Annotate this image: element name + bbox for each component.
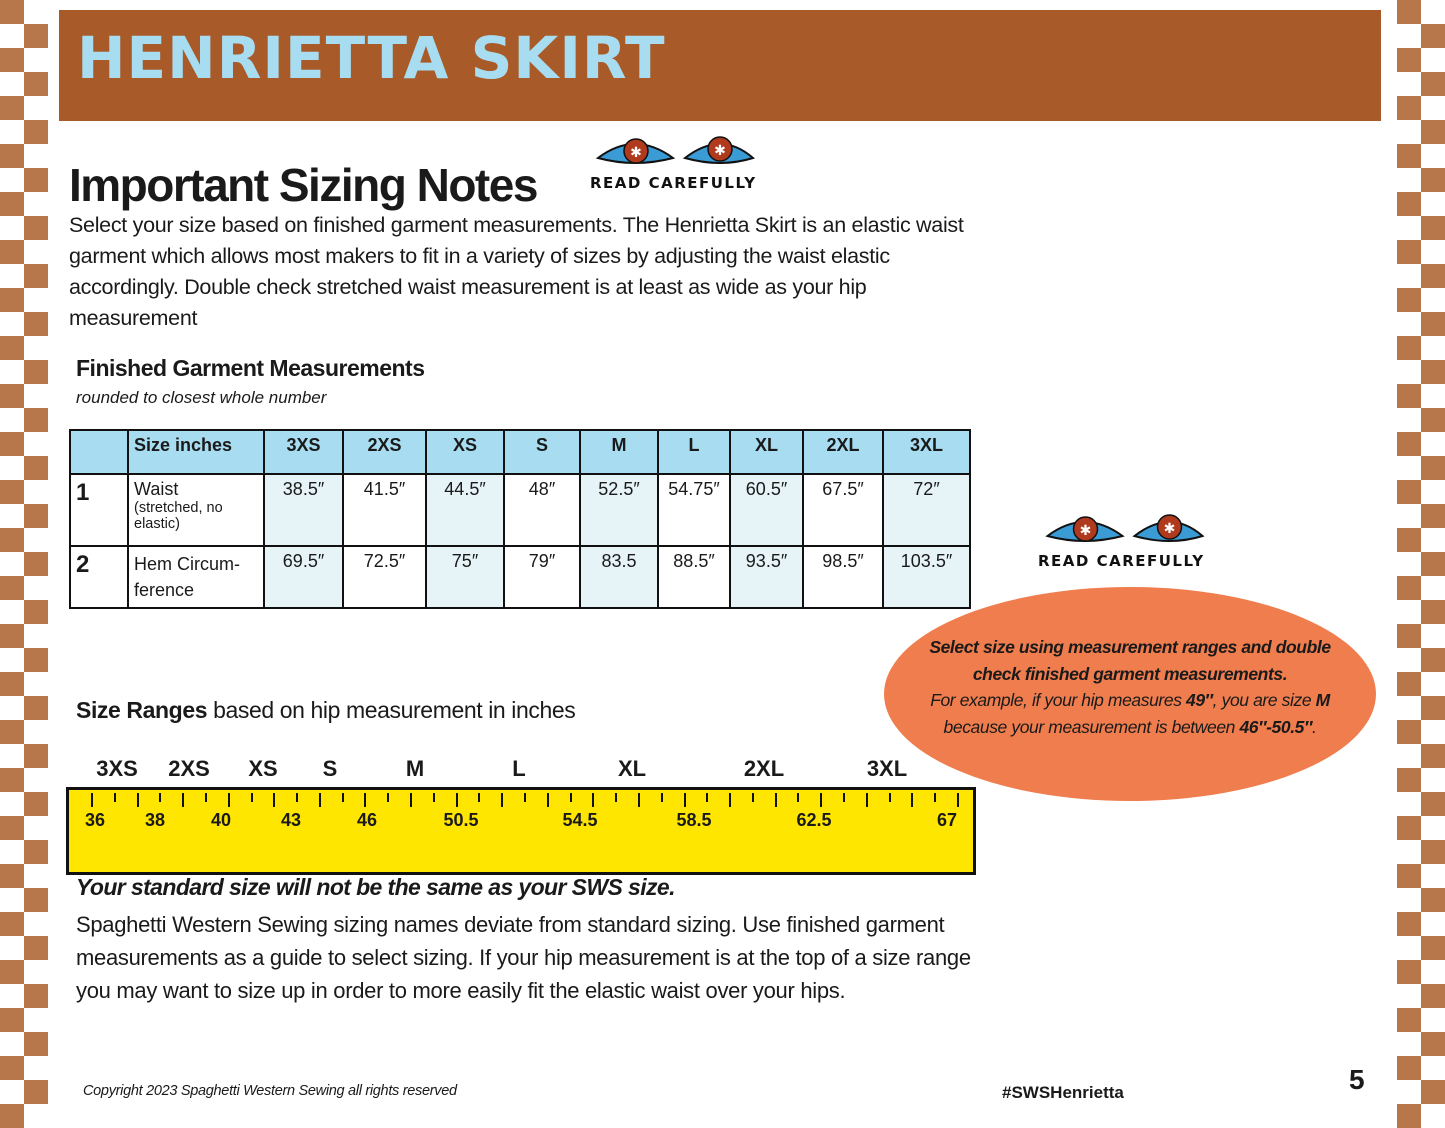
- size-range-label: 3XL: [866, 756, 908, 781]
- checker-square: [1421, 552, 1445, 576]
- checker-square: [1421, 792, 1445, 816]
- ruler-tick: [934, 793, 936, 802]
- callout-line-2: [914, 687, 1346, 740]
- checker-square: [1397, 480, 1421, 504]
- checker-square: [1421, 24, 1445, 48]
- checker-square: [24, 360, 48, 384]
- checker-square: [1421, 120, 1445, 144]
- warning-heading: Your standard size will not be the same as your SWS size.: [76, 874, 675, 900]
- checker-square: [24, 24, 48, 48]
- ruler-number: 67: [936, 810, 958, 830]
- checker-square: [1397, 768, 1421, 792]
- hip-measurement-ruler: [66, 787, 976, 875]
- checker-square: [1421, 264, 1445, 288]
- checker-square: [1397, 576, 1421, 600]
- size-range-label: S: [322, 756, 338, 781]
- ruler-number: 43: [280, 810, 302, 830]
- table-cell: 88.5″: [658, 546, 730, 608]
- checker-square: [1397, 672, 1421, 696]
- checker-square: [1397, 240, 1421, 264]
- checker-square: [1421, 1080, 1445, 1104]
- footer-paragraph: Spaghetti Western Sewing sizing names deviate from standard sizing. Use finished garment measurements as a guide to select sizing. If your hip measurement is at the top of a size range you may want to size up in order to more easily fit the elastic waist over your hips.: [76, 912, 971, 1003]
- checker-square: [1421, 312, 1445, 336]
- page-title: HENRIETTA SKIRT: [77, 24, 666, 92]
- checker-square: [0, 480, 24, 504]
- callout-text-part: .: [1311, 716, 1317, 737]
- row-number: 2: [70, 546, 128, 608]
- size-range-label: XL: [617, 756, 647, 781]
- checker-square: [0, 672, 24, 696]
- svg-text:✱: ✱: [630, 145, 642, 161]
- checker-square: [1397, 1008, 1421, 1032]
- table-cell: 60.5″: [730, 474, 803, 546]
- header-corner-cell: [70, 430, 128, 474]
- checker-square: [0, 960, 24, 984]
- read-carefully-label: READ CAREFULLY: [1038, 552, 1205, 570]
- ruler-tick: [752, 793, 754, 802]
- callout-range-value: 46″-50.5″: [1239, 716, 1312, 737]
- checker-square: [24, 456, 48, 480]
- table-header-row: [70, 430, 970, 474]
- ruler-tick: [820, 793, 822, 807]
- ruler-tick: [684, 793, 686, 807]
- page-number: 5: [1349, 1064, 1365, 1095]
- checker-square: [0, 288, 24, 312]
- checker-square: [0, 864, 24, 888]
- table-cell: 38.5″: [264, 474, 343, 546]
- checker-square: [0, 192, 24, 216]
- measurements-subheading: rounded to closest whole number: [76, 388, 327, 407]
- eyes-icon: [595, 132, 770, 172]
- checker-square: [24, 792, 48, 816]
- table-cell: 103.5″: [883, 546, 970, 608]
- ruler-tick: [273, 793, 275, 807]
- ruler-tick: [205, 793, 207, 802]
- checker-square: [1397, 144, 1421, 168]
- checker-square: [0, 720, 24, 744]
- ruler-tick: [911, 793, 913, 807]
- row-number: 1: [70, 474, 128, 546]
- size-header: XL: [730, 430, 803, 474]
- checker-square: [1397, 864, 1421, 888]
- hashtag: #SWSHenrietta: [1002, 1083, 1124, 1102]
- callout-hip-value: 49″: [1186, 690, 1213, 710]
- ruler-number: 50.5: [443, 810, 479, 830]
- ruler-tick: [729, 793, 731, 807]
- checker-square: [1397, 96, 1421, 120]
- left-checker-border: [0, 0, 48, 1112]
- table-cell: 67.5″: [803, 474, 883, 546]
- checker-square: [1421, 360, 1445, 384]
- size-header: 2XL: [803, 430, 883, 474]
- checker-square: [24, 888, 48, 912]
- size-range-label: 2XS: [168, 756, 210, 781]
- checker-square: [24, 840, 48, 864]
- ruler-tick: [159, 793, 161, 802]
- checker-square: [1397, 1056, 1421, 1080]
- ruler-number: 40: [210, 810, 232, 830]
- checker-square: [24, 552, 48, 576]
- checker-square: [1397, 720, 1421, 744]
- row-note: (stretched, no elastic): [134, 500, 223, 532]
- ruler-tick: [866, 793, 868, 807]
- size-header: L: [658, 430, 730, 474]
- right-checker-border: [1397, 0, 1445, 1112]
- checker-square: [24, 168, 48, 192]
- table-cell: 44.5″: [426, 474, 504, 546]
- ruler-tick: [364, 793, 366, 807]
- checker-square: [24, 408, 48, 432]
- checker-square: [0, 48, 24, 72]
- ruler-tick: [433, 793, 435, 802]
- checker-square: [1421, 72, 1445, 96]
- checker-square: [0, 384, 24, 408]
- sizing-notes-heading: Important Sizing Notes: [69, 159, 537, 211]
- copyright: Copyright 2023 Spaghetti Western Sewing all rights reserved: [83, 1083, 457, 1099]
- table-cell: 93.5″: [730, 546, 803, 608]
- checker-square: [24, 504, 48, 528]
- checker-square: [0, 144, 24, 168]
- callout-text-part: because your measurement is between: [943, 716, 1240, 737]
- ruler-tick: [706, 793, 708, 802]
- table-cell: 69.5″: [264, 546, 343, 608]
- checker-square: [0, 528, 24, 552]
- table-cell: 75″: [426, 546, 504, 608]
- table-cell: 72″: [883, 474, 970, 546]
- checker-square: [0, 816, 24, 840]
- size-ranges-title: [76, 697, 575, 724]
- table-cell: 54.75″: [658, 474, 730, 546]
- checker-square: [0, 768, 24, 792]
- ruler-tick: [251, 793, 253, 802]
- table-cell: 52.5″: [580, 474, 658, 546]
- checker-square: [0, 1008, 24, 1032]
- ruler-number: 38: [144, 810, 166, 830]
- callout-text: [914, 634, 1346, 740]
- ruler-tick: [797, 793, 799, 802]
- checker-square: [1421, 648, 1445, 672]
- checker-square: [1397, 816, 1421, 840]
- table-cell: 98.5″: [803, 546, 883, 608]
- checker-square: [1421, 744, 1445, 768]
- ruler-tick: [387, 793, 389, 802]
- ruler-tick: [524, 793, 526, 802]
- checker-square: [0, 432, 24, 456]
- size-range-label: M: [405, 756, 425, 781]
- ruler-tick: [843, 793, 845, 802]
- checker-square: [24, 936, 48, 960]
- checker-square: [0, 1104, 24, 1128]
- size-range-label: L: [512, 756, 526, 781]
- checker-square: [24, 216, 48, 240]
- checker-square: [24, 120, 48, 144]
- ruler-tick: [91, 793, 93, 807]
- eyes-icon: [1042, 510, 1222, 550]
- ruler-tick: [228, 793, 230, 807]
- checker-square: [24, 696, 48, 720]
- checker-square: [1421, 840, 1445, 864]
- checker-square: [1397, 336, 1421, 360]
- checker-square: [1397, 192, 1421, 216]
- header-label-cell: Size inches: [128, 430, 264, 474]
- checker-square: [1421, 504, 1445, 528]
- size-header: 3XL: [883, 430, 970, 474]
- size-header: 2XS: [343, 430, 426, 474]
- checker-square: [0, 576, 24, 600]
- checker-square: [1421, 936, 1445, 960]
- svg-text:✱: ✱: [1079, 523, 1092, 539]
- checker-square: [0, 0, 24, 24]
- checker-square: [0, 1056, 24, 1080]
- size-ranges-title-bold: Size Ranges: [76, 697, 208, 723]
- ruler-number: 62.5: [796, 810, 832, 830]
- ruler-tick: [957, 793, 959, 807]
- table-cell: 72.5″: [343, 546, 426, 608]
- checker-square: [1421, 1032, 1445, 1056]
- svg-text:✱: ✱: [714, 143, 726, 159]
- table-cell: 41.5″: [343, 474, 426, 546]
- measurements-heading: Finished Garment Measurements: [76, 355, 425, 381]
- ruler-tick: [456, 793, 458, 807]
- checker-square: [1421, 456, 1445, 480]
- checker-square: [24, 648, 48, 672]
- ruler-tick: [342, 793, 344, 802]
- checker-square: [1397, 624, 1421, 648]
- read-carefully-label: READ CAREFULLY: [590, 174, 757, 192]
- ruler-tick: [570, 793, 572, 802]
- checker-square: [24, 984, 48, 1008]
- ruler-number: 36: [84, 810, 106, 830]
- ruler-tick: [775, 793, 777, 807]
- row-label-cell: [128, 546, 264, 608]
- checker-square: [1397, 0, 1421, 24]
- checker-square: [24, 1080, 48, 1104]
- checker-square: [1397, 960, 1421, 984]
- checker-square: [1421, 408, 1445, 432]
- size-header: S: [504, 430, 580, 474]
- callout-size-value: M: [1315, 690, 1330, 710]
- size-ranges-title-rest: based on hip measurement in inches: [207, 697, 576, 723]
- table-cell: 79″: [504, 546, 580, 608]
- table-cell: 48″: [504, 474, 580, 546]
- size-range-label: XS: [248, 756, 278, 781]
- size-header: M: [580, 430, 658, 474]
- checker-square: [24, 264, 48, 288]
- size-header: 3XS: [264, 430, 343, 474]
- ruler-tick: [478, 793, 480, 802]
- checker-square: [0, 336, 24, 360]
- checker-square: [0, 912, 24, 936]
- read-carefully-badge-2: [1038, 510, 1222, 572]
- row-label: Hem Circum-ference: [134, 554, 240, 600]
- ruler-tick: [114, 793, 116, 802]
- svg-text:✱: ✱: [1163, 521, 1176, 537]
- checker-square: [1397, 912, 1421, 936]
- header-banner: [59, 10, 1381, 121]
- checker-square: [1397, 288, 1421, 312]
- ruler-tick: [182, 793, 184, 807]
- table-cell: 83.5: [580, 546, 658, 608]
- checker-square: [24, 72, 48, 96]
- ruler-tick: [296, 793, 298, 802]
- checker-square: [1421, 696, 1445, 720]
- checker-square: [1397, 528, 1421, 552]
- checker-square: [24, 312, 48, 336]
- checker-square: [1397, 384, 1421, 408]
- ruler-tick: [410, 793, 412, 807]
- table-row: [70, 546, 970, 608]
- callout-text-part: , you are size: [1212, 690, 1316, 710]
- ruler-tick: [615, 793, 617, 802]
- checker-square: [1421, 168, 1445, 192]
- checker-square: [24, 600, 48, 624]
- ruler-tick: [889, 793, 891, 802]
- intro-paragraph: Select your size based on finished garment measurements. The Henrietta Skirt is an elastic waist garment which allows most makers to fit in a variety of sizes by adjusting the waist elastic accordingly. Double check stretched waist measurement is at least as wide as your hip measurement: [69, 213, 964, 330]
- checker-square: [0, 624, 24, 648]
- checker-square: [0, 96, 24, 120]
- ruler-number: 46: [356, 810, 378, 830]
- checker-square: [0, 240, 24, 264]
- size-range-label: 2XL: [743, 756, 785, 781]
- checker-square: [1421, 984, 1445, 1008]
- ruler-tick: [638, 793, 640, 807]
- checker-square: [1397, 1104, 1421, 1128]
- row-label-cell: [128, 474, 264, 546]
- size-header: XS: [426, 430, 504, 474]
- ruler-tick: [661, 793, 663, 802]
- measurements-table: [69, 429, 971, 609]
- size-range-label: 3XS: [96, 756, 138, 781]
- checker-square: [1397, 432, 1421, 456]
- checker-square: [1421, 216, 1445, 240]
- ruler-tick: [501, 793, 503, 807]
- table-row: [70, 474, 970, 546]
- ruler-tick: [547, 793, 549, 807]
- read-carefully-badge: [590, 132, 770, 194]
- callout-text-part: For example, if your hip measures: [930, 690, 1187, 710]
- checker-square: [1421, 888, 1445, 912]
- checker-square: [1421, 600, 1445, 624]
- ruler-number: 54.5: [562, 810, 598, 830]
- checker-square: [24, 744, 48, 768]
- callout-line-1: Select size using measurement ranges and double check finished garment measurements.: [929, 637, 1331, 684]
- ruler-tick: [319, 793, 321, 807]
- ruler-tick: [137, 793, 139, 807]
- checker-square: [1397, 48, 1421, 72]
- checker-square: [24, 1032, 48, 1056]
- ruler-number: 58.5: [676, 810, 712, 830]
- ruler-tick: [592, 793, 594, 807]
- row-label: Waist: [134, 479, 179, 499]
